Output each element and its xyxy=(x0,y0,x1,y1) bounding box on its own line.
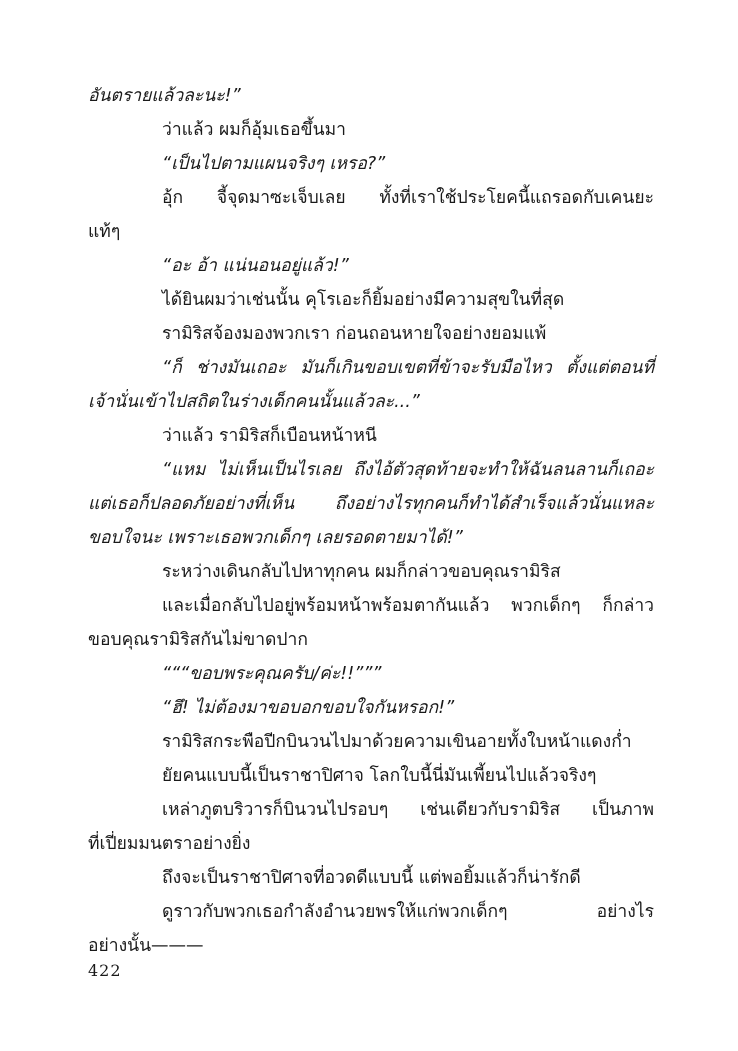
text-line-3: “เป็นไปตามแผนจริงๆ เหรอ?” xyxy=(162,154,386,174)
text-line-2: ว่าแล้ว ผมก็อุ้มเธอขึ้นมา xyxy=(162,120,346,140)
text-line-7: ได้ยินผมว่าเช่นนั้น คุโรเอะก็ยิ้มอย่างมีความสุขในที่สุด xyxy=(162,290,565,310)
text-line-20: รามิริสกระพือปีกบินวนไปมาด้วยความเขินอายทั้งใบหน้าแดงก่ำ xyxy=(162,732,632,752)
text-line-1: อันตรายแล้วละนะ!” xyxy=(88,86,241,106)
text-line-9: “ก็ ช่างมันเถอะ มันก็เกินขอบเขตที่ข้าจะรับมือไหว ตั้งแต่ตอนที่ xyxy=(162,358,654,378)
text-line-18: “““ขอบพระคุณครับ/ค่ะ!!””” xyxy=(162,664,382,684)
text-line-17: ขอบคุณรามิริสกันไม่ขาดปาก xyxy=(88,630,308,650)
text-line-23: ที่เปี่ยมมนตราอย่างยิ่ง xyxy=(88,834,251,854)
text-line-14: ขอบใจนะ เพราะเธอพวกเด็กๆ เลยรอดตายมาได้!” xyxy=(88,528,463,548)
text-line-25: ดูราวกับพวกเธอกำลังอำนวยพรให้แก่พวกเด็กๆ อย่างไร xyxy=(162,902,654,922)
text-line-6: “อะ อ้า แน่นอนอยู่แล้ว!” xyxy=(162,256,349,276)
text-line-10: เจ้านั่นเข้าไปสถิตในร่างเด็กคนนั้นแล้วละ...” xyxy=(88,392,420,412)
text-line-8: รามิริสจ้องมองพวกเรา ก่อนถอนหายใจอย่างยอมแพ้ xyxy=(162,324,547,344)
text-line-5: แท้ๆ xyxy=(88,222,121,242)
text-line-26: อย่างนั้น——— xyxy=(88,936,204,956)
text-line-15: ระหว่างเดินกลับไปหาทุกคน ผมก็กล่าวขอบคุณรามิริส xyxy=(162,562,561,582)
text-line-19: “ฮึ! ไม่ต้องมาขอบอกขอบใจกันหรอก!” xyxy=(162,698,455,718)
text-line-12: “แหม ไม่เห็นเป็นไรเลย ถึงไอ้ตัวสุดท้ายจะทำให้ฉันลนลานก็เถอะ xyxy=(162,460,654,480)
text-line-4: อุ้ก จี้จุดมาซะเจ็บเลย ทั้งที่เราใช้ประโยคนี้แถรอดกับเคนยะ xyxy=(162,188,654,208)
text-line-11: ว่าแล้ว รามิริสก็เบือนหน้าหนี xyxy=(162,426,377,446)
text-line-16: และเมื่อกลับไปอยู่พร้อมหน้าพร้อมตากันแล้ว พวกเด็กๆ ก็กล่าว xyxy=(162,596,654,616)
text-line-24: ถึงจะเป็นราชาปิศาจที่อวดดีแบบนี้ แต่พอยิ้มแล้วก็น่ารักดี xyxy=(162,868,581,888)
text-line-13: แต่เธอก็ปลอดภัยอย่างที่เห็น ถึงอย่างไรทุกคนก็ทำได้สำเร็จแล้วนั่นแหละ xyxy=(88,494,654,514)
text-line-21: ยัยคนแบบนี้เป็นราชาปิศาจ โลกใบนี้นี่มันเพี้ยนไปแล้วจริงๆ xyxy=(162,766,597,786)
page-number: 422 xyxy=(88,961,122,980)
text-line-22: เหล่าภูตบริวารก็บินวนไปรอบๆ เช่นเดียวกับรามิริส เป็นภาพ xyxy=(162,800,654,820)
